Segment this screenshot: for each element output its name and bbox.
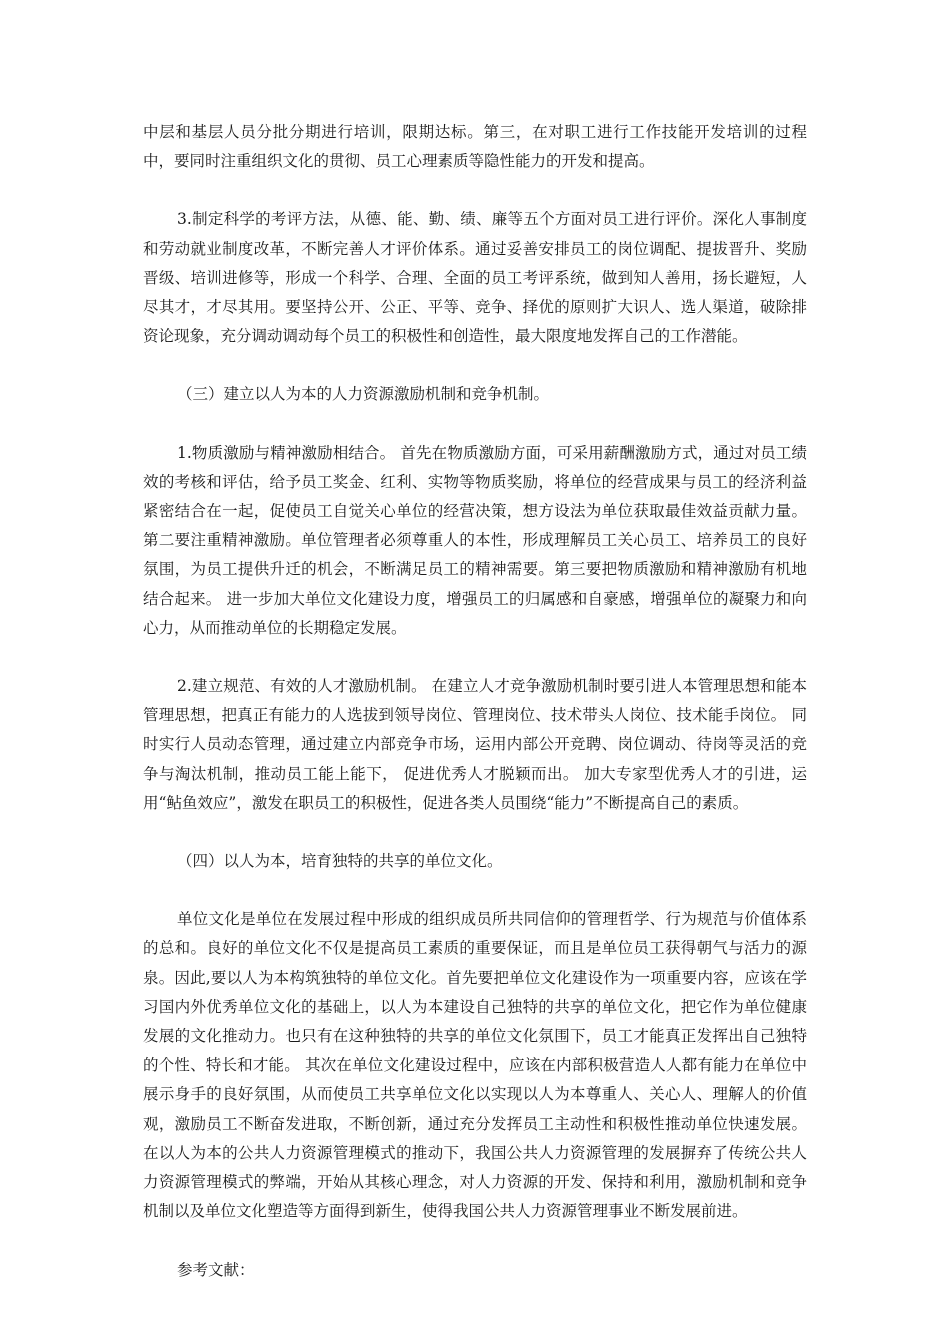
paragraph-material-spiritual-incentive: 1.物质激励与精神激励相结合。 首先在物质激励方面，可采用薪酬激励方式，通过对员工绩效的考核和评估，给予员工奖金、红利、实物等物质奖励，将单位的经营成果与员工的经济利益紧密结合在一起，促使员工自觉关心单位的经营决策，想方设法为单位获取最佳效益贡献力量。第二要注重精神激励。单位管理者必须尊重人的本性，形成理解员工关心员工、培养员工的良好氛围，为员工提供升迁的机会，不断满足员工的精神需要。第三要把物质激励和精神激励有机地结合起来。 进一步加大单位文化建设力度，增强员工的归属感和自豪感，增强单位的凝聚力和向心力，从而推动单位的长期稳定发展。 — [143, 443, 807, 637]
paragraph-gap — [143, 818, 807, 847]
paragraph-evaluation-method: 3.制定科学的考评方法，从德、能、勤、绩、廉等五个方面对员工进行评价。深化人事制度和劳动就业制度改革，不断完善人才评价体系。通过妥善安排员工的岗位调配、提拔晋升、奖励晋级、培训进修等，形成一个科学、合理、全面的员工考评系统，做到知人善用，扬长避短，人尽其才，才尽其用。要坚持公开、公正、平等、竞争、择优的原则扩大识人、选人渠道，破除排资论现象，充分调动调动每个员工的积极性和创造性，最大限度地发挥自己的工作潜能。 — [143, 210, 807, 346]
paragraph-gap — [143, 643, 807, 672]
document-page — [143, 118, 807, 1285]
paragraph-gap — [143, 1227, 807, 1256]
paragraph-talent-incentive: 2.建立规范、有效的人才激励机制。 在建立人才竞争激励机制时要引进人本管理思想和能本管理思想，把真正有能力的人选拔到领导岗位、管理岗位、技术带头人岗位、技术能手岗位。 同时实行人员动态管理，通过建立内部竞争市场，运用内部公开竞聘、岗位调动、待岗等灵活的竞争与淘汰机制，推动员工能上能下， 促进优秀人才脱颖而出。 加大专家型优秀人才的引进，运用“鲇鱼效应”，激发在职员工的积极性，促进各类人员围绕“能力”不断提高自己的素质。 — [143, 677, 807, 812]
section-heading-incentive-mechanism: （三）建立以人为本的人力资源激励机制和竞争机制。 — [177, 385, 550, 404]
references-heading: 参考文献： — [177, 1260, 255, 1279]
paragraph-unit-culture: 单位文化是单位在发展过程中形成的组织成员所共同信仰的管理哲学、行为规范与价值体系的总和。良好的单位文化不仅是提高员工素质的重要保证，而且是单位员工获得朝气与活力的源泉。因此,要以人为本构筑独特的单位文化。首先要把单位文化建设作为一项重要内容，应该在学习国内外优秀单位文化的基础上，以人为本建设自己独特的共享的单位文化，把它作为单位健康发展的文化推动力。也只有在这种独特的共享的单位文化氛围下，员工才能真正发挥出自己独特的个性、特长和才能。 其次在单位文化建设过程中，应该在内部积极营造人人都有能力在单位中展示身手的良好氛围，从而使员工共享单位文化以实现以人为本尊重人、关心人、理解人的价值观，激励员工不断奋发进取，不断创新，通过充分发挥员工主动性和积极性推动单位快速发展。在以人为本的公共人力资源管理模式的推动下，我国公共人力资源管理的发展摒弃了传统公共人力资源管理模式的弊端，开始从其核心理念，对人力资源的开发、保持和利用，激励机制和竞争机制以及单位文化塑造等方面得到新生，使得我国公共人力资源管理事业不断发展前进。 — [143, 910, 807, 1221]
paragraph-training-continued: 中层和基层人员分批分期进行培训，限期达标。第三，在对职工进行工作技能开发培训的过程中，要同时注重组织文化的贯彻、员工心理素质等隐性能力的开发和提高。 — [143, 123, 807, 171]
paragraph-gap — [143, 351, 807, 380]
section-heading-unit-culture: （四）以人为本，培育独特的共享的单位文化。 — [177, 852, 503, 871]
paragraph-gap — [143, 176, 807, 205]
paragraph-gap — [143, 410, 807, 439]
paragraph-gap — [143, 876, 807, 905]
